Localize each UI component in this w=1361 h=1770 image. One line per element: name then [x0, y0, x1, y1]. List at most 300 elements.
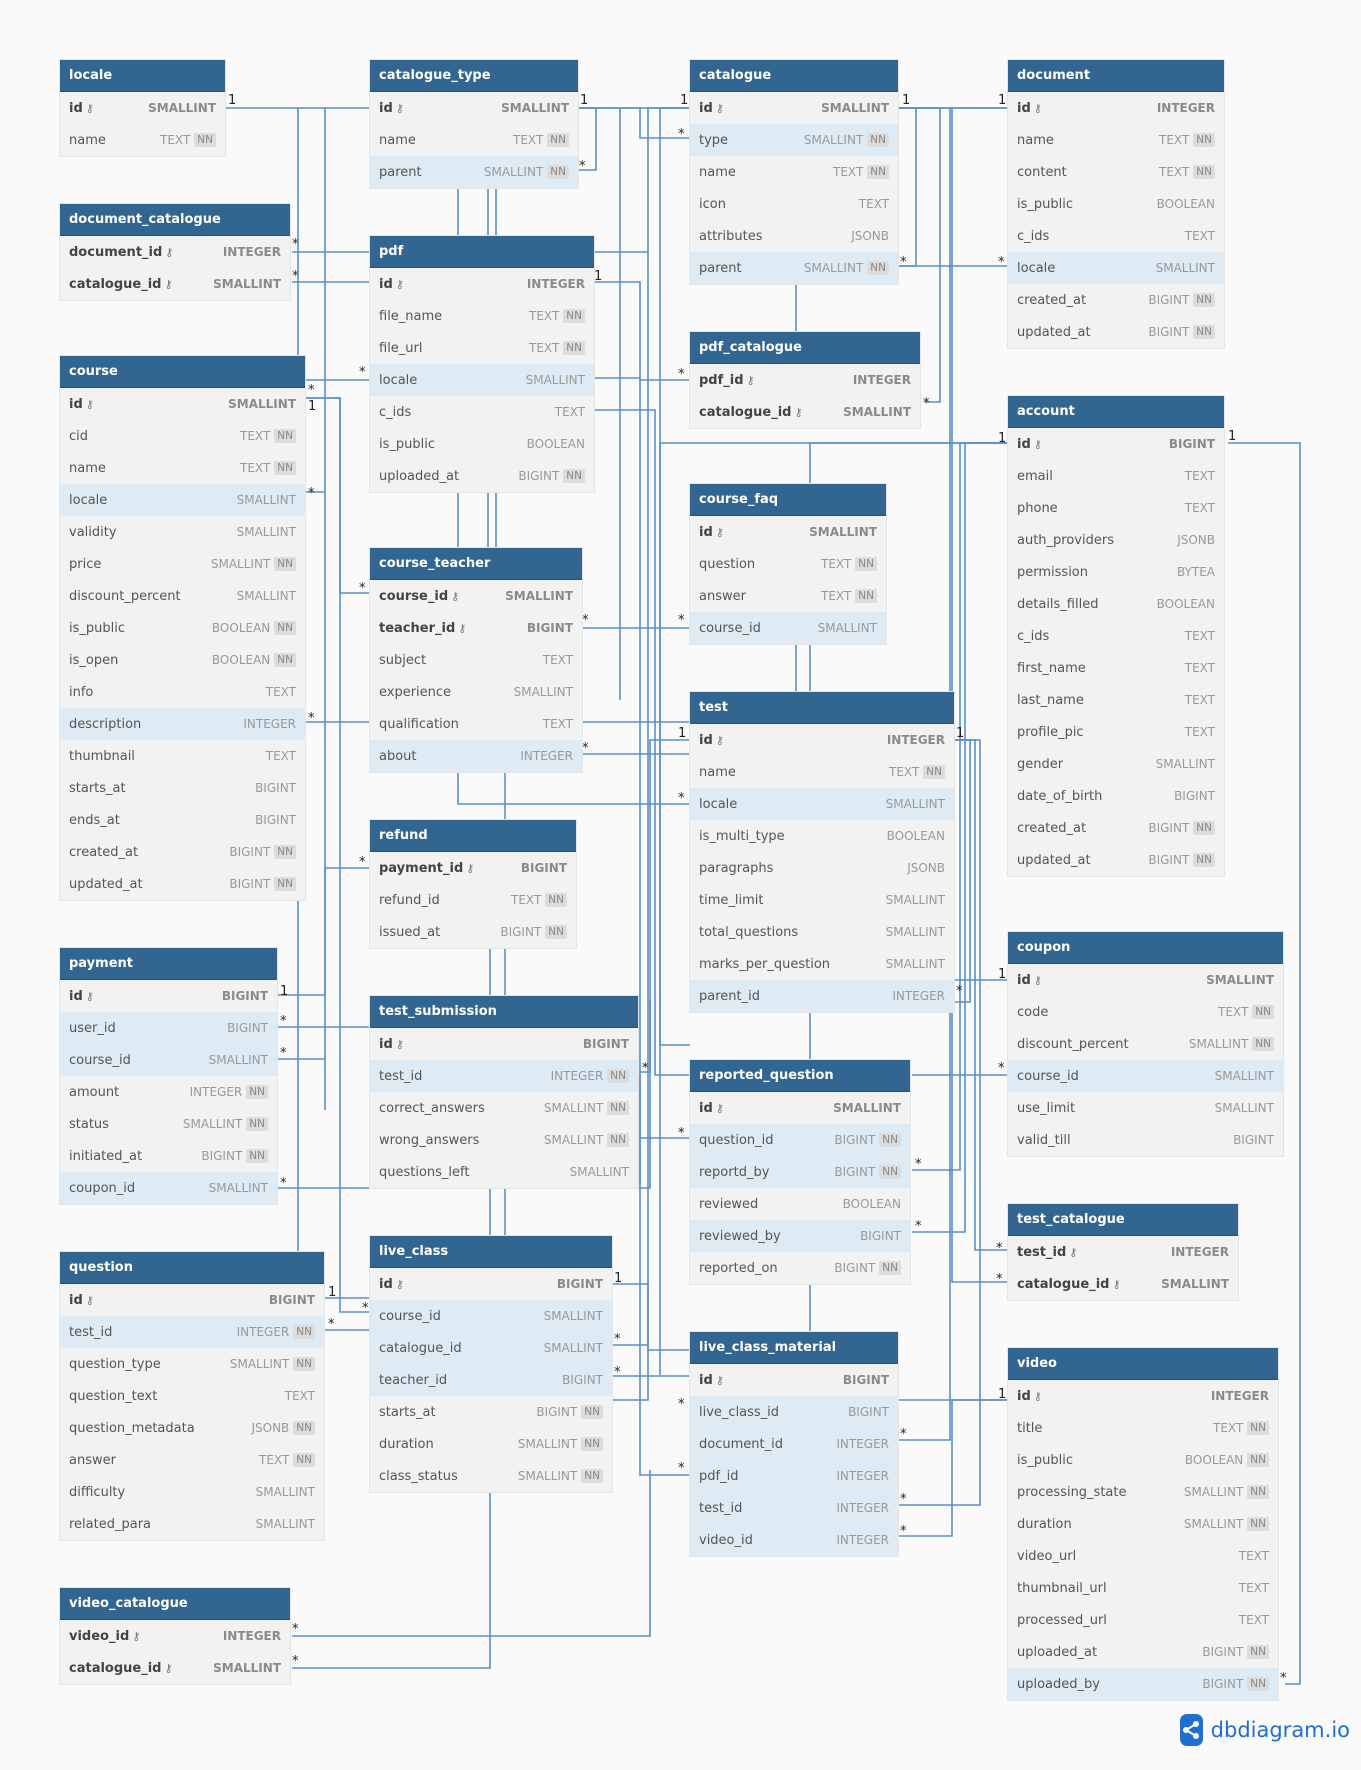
table-header[interactable]: course: [60, 356, 305, 388]
field-row[interactable]: [690, 1188, 910, 1220]
field-name-text: locale: [379, 372, 418, 388]
field-row[interactable]: [60, 804, 305, 836]
field-type: SMALLINT: [1183, 1517, 1244, 1531]
field-row[interactable]: [1008, 964, 1283, 996]
field-row[interactable]: [1008, 684, 1224, 716]
field-row[interactable]: [370, 852, 576, 884]
field-type: BIGINT: [255, 813, 296, 827]
table-refund[interactable]: [370, 820, 576, 948]
table-header[interactable]: locale: [60, 60, 225, 92]
field-name-text: id: [1017, 100, 1031, 116]
field-row[interactable]: [690, 948, 954, 980]
field-name-text: id: [1017, 972, 1031, 988]
table-header[interactable]: video_catalogue: [60, 1588, 290, 1620]
table-header[interactable]: pdf_catalogue: [690, 332, 920, 364]
table-document[interactable]: [1008, 60, 1224, 348]
field-row[interactable]: [1008, 1236, 1238, 1268]
field-row[interactable]: [370, 332, 594, 364]
field-name: [699, 829, 887, 844]
field-name: [379, 341, 529, 356]
field-row[interactable]: [60, 980, 277, 1012]
field-row[interactable]: [1008, 1060, 1283, 1092]
field-row[interactable]: [1008, 92, 1224, 124]
field-row[interactable]: [690, 612, 886, 644]
table-header[interactable]: video: [1008, 1348, 1278, 1380]
field-row[interactable]: [60, 1348, 324, 1380]
field-row[interactable]: [1008, 652, 1224, 684]
field-row[interactable]: [1008, 844, 1224, 876]
field-row[interactable]: [1008, 1540, 1278, 1572]
key-icon: ⚷: [1033, 973, 1042, 987]
field-row[interactable]: [370, 676, 582, 708]
field-row[interactable]: [690, 756, 954, 788]
field-type: TEXT: [554, 405, 585, 419]
field-row[interactable]: [690, 92, 898, 124]
table-document-catalogue[interactable]: [60, 204, 290, 300]
field-row[interactable]: [60, 516, 305, 548]
field-row[interactable]: [690, 1092, 910, 1124]
field-row[interactable]: [1008, 1028, 1283, 1060]
field-row[interactable]: [60, 1108, 277, 1140]
field-row[interactable]: [1008, 1572, 1278, 1604]
table-reported-question[interactable]: [690, 1060, 910, 1284]
field-row[interactable]: [60, 484, 305, 516]
table-header[interactable]: course_faq: [690, 484, 886, 516]
table-header[interactable]: refund: [370, 820, 576, 852]
field-row[interactable]: [370, 396, 594, 428]
field-row[interactable]: [1008, 716, 1224, 748]
not-null-badge: NN: [274, 845, 296, 859]
table-header[interactable]: coupon: [1008, 932, 1283, 964]
field-name-text: id: [69, 988, 83, 1004]
table-catalogue[interactable]: [690, 60, 898, 284]
field-row[interactable]: [370, 1460, 612, 1492]
field-row[interactable]: [690, 916, 954, 948]
field-type: BIGINT: [842, 1373, 889, 1387]
table-account[interactable]: [1008, 396, 1224, 876]
field-row[interactable]: [60, 836, 305, 868]
table-pdf-catalogue[interactable]: [690, 332, 920, 428]
field-name: [69, 1085, 190, 1100]
field-row[interactable]: [60, 1012, 277, 1044]
table-header[interactable]: document_catalogue: [60, 204, 290, 236]
field-name: [1017, 757, 1156, 772]
field-row[interactable]: [370, 1332, 612, 1364]
field-name-text: is_multi_type: [699, 828, 785, 844]
svg-text:*: *: [292, 1654, 299, 1669]
field-name: [1017, 1389, 1211, 1404]
field-row[interactable]: [60, 388, 305, 420]
field-name-text: duration: [1017, 1516, 1072, 1532]
field-row[interactable]: [60, 1620, 290, 1652]
svg-text:*: *: [328, 1317, 335, 1332]
field-row[interactable]: [60, 612, 305, 644]
field-row[interactable]: [370, 268, 594, 300]
field-row[interactable]: [1008, 1508, 1278, 1540]
not-null-badge: NN: [194, 133, 216, 147]
field-row[interactable]: [690, 1252, 910, 1284]
field-row[interactable]: [1008, 124, 1224, 156]
field-row[interactable]: [370, 1092, 638, 1124]
field-row[interactable]: [1008, 812, 1224, 844]
field-row[interactable]: [370, 1028, 638, 1060]
table-header[interactable]: account: [1008, 396, 1224, 428]
svg-text:1: 1: [1228, 429, 1237, 444]
field-row[interactable]: [370, 884, 576, 916]
field-name: [379, 101, 501, 116]
key-icon: ⚷: [85, 101, 94, 115]
field-row[interactable]: [60, 1476, 324, 1508]
not-null-badge: NN: [246, 1149, 268, 1163]
field-name-text: pdf_id: [699, 372, 744, 388]
field-type: TEXT: [160, 133, 191, 147]
field-row[interactable]: [1008, 252, 1224, 284]
field-type: BIGINT: [1233, 1133, 1274, 1147]
field-type: SMALLINT: [517, 1469, 578, 1483]
field-name-text: marks_per_question: [699, 956, 831, 972]
field-name: [699, 1165, 834, 1180]
field-type: TEXT: [240, 429, 271, 443]
field-name: [379, 1101, 544, 1116]
table-header[interactable]: payment: [60, 948, 277, 980]
field-row[interactable]: [1008, 460, 1224, 492]
key-icon: ⚷: [165, 245, 174, 259]
field-name-text: uploaded_by: [1017, 1676, 1100, 1692]
field-row[interactable]: [60, 580, 305, 612]
svg-text:*: *: [956, 984, 963, 999]
field-row[interactable]: [370, 708, 582, 740]
field-type: BIGINT: [1174, 789, 1215, 803]
field-type: SMALLINT: [803, 261, 864, 275]
table-header[interactable]: test: [690, 692, 954, 724]
field-row[interactable]: [1008, 556, 1224, 588]
field-row[interactable]: [1008, 588, 1224, 620]
field-name: [1017, 1101, 1215, 1116]
field-row[interactable]: [60, 1044, 277, 1076]
field-row[interactable]: [1008, 316, 1224, 348]
field-type: SMALLINT: [543, 1101, 604, 1115]
key-icon: ⚷: [715, 1373, 724, 1387]
field-name-text: document_id: [69, 244, 163, 260]
table-question[interactable]: [60, 1252, 324, 1540]
field-row[interactable]: [690, 124, 898, 156]
field-row[interactable]: [60, 124, 225, 156]
field-row[interactable]: [690, 820, 954, 852]
field-row[interactable]: [690, 1124, 910, 1156]
svg-text:*: *: [678, 367, 685, 382]
field-type: SMALLINT: [1155, 757, 1215, 771]
field-row[interactable]: [60, 236, 290, 268]
field-row[interactable]: [1008, 524, 1224, 556]
field-row[interactable]: [690, 188, 898, 220]
field-row[interactable]: [1008, 156, 1224, 188]
table-header[interactable]: live_class_material: [690, 1332, 898, 1364]
field-row[interactable]: [370, 1268, 612, 1300]
field-name: [699, 373, 853, 388]
field-row[interactable]: [1008, 996, 1283, 1028]
field-row[interactable]: [370, 1060, 638, 1092]
field-name: [69, 749, 266, 764]
table-pdf[interactable]: [370, 236, 594, 492]
table-test-submission[interactable]: [370, 996, 638, 1188]
field-row[interactable]: [690, 516, 886, 548]
field-row[interactable]: [60, 868, 305, 900]
table-header[interactable]: test_submission: [370, 996, 638, 1028]
field-name: [699, 405, 843, 420]
field-name-text: video_url: [1017, 1548, 1077, 1564]
field-name-text: last_name: [1017, 692, 1084, 708]
table-header[interactable]: pdf: [370, 236, 594, 268]
field-row[interactable]: [60, 772, 305, 804]
field-name-text: related_para: [69, 1516, 152, 1532]
svg-text:*: *: [678, 1126, 685, 1141]
field-name-text: questions_left: [379, 1164, 470, 1180]
field-name: [699, 1373, 843, 1388]
field-row[interactable]: [370, 1300, 612, 1332]
field-row[interactable]: [60, 1444, 324, 1476]
field-name-text: c_ids: [1017, 628, 1050, 644]
field-name-text: experience: [379, 684, 452, 700]
field-type: BIGINT: [520, 861, 567, 875]
field-name: [699, 165, 833, 180]
field-row[interactable]: [370, 364, 594, 396]
field-row[interactable]: [690, 724, 954, 756]
field-row[interactable]: [690, 1492, 898, 1524]
field-name-text: video_id: [699, 1532, 753, 1548]
field-row[interactable]: [370, 612, 582, 644]
table-header[interactable]: test_catalogue: [1008, 1204, 1238, 1236]
field-name: [69, 1389, 285, 1404]
field-row[interactable]: [60, 708, 305, 740]
svg-text:*: *: [678, 613, 685, 628]
table-header[interactable]: question: [60, 1252, 324, 1284]
field-row[interactable]: [60, 1652, 290, 1684]
field-name-text: validity: [69, 524, 117, 540]
svg-text:*: *: [308, 486, 315, 501]
field-name: [379, 309, 529, 324]
field-name-text: test_id: [699, 1500, 743, 1516]
field-row[interactable]: [60, 92, 225, 124]
field-row[interactable]: [60, 268, 290, 300]
field-row[interactable]: [370, 1124, 638, 1156]
field-row[interactable]: [60, 676, 305, 708]
field-row[interactable]: [1008, 284, 1224, 316]
field-row[interactable]: [690, 1460, 898, 1492]
field-row[interactable]: [370, 916, 576, 948]
field-row[interactable]: [690, 788, 954, 820]
field-name-text: about: [379, 748, 417, 764]
field-row[interactable]: [690, 1396, 898, 1428]
field-row[interactable]: [370, 580, 582, 612]
field-row[interactable]: [370, 124, 578, 156]
field-row[interactable]: [1008, 1476, 1278, 1508]
field-row[interactable]: [690, 884, 954, 916]
field-name-text: catalogue_id: [69, 276, 162, 292]
field-row[interactable]: [60, 1380, 324, 1412]
field-row[interactable]: [1008, 220, 1224, 252]
field-row[interactable]: [690, 1220, 910, 1252]
field-name-text: class_status: [379, 1468, 458, 1484]
table-catalogue-type[interactable]: [370, 60, 578, 188]
table-payment[interactable]: [60, 948, 277, 1204]
field-name-text: payment_id: [379, 860, 464, 876]
field-row[interactable]: [1008, 780, 1224, 812]
field-row[interactable]: [690, 364, 920, 396]
field-row[interactable]: [60, 452, 305, 484]
field-type: BIGINT: [848, 1405, 889, 1419]
field-row[interactable]: [370, 428, 594, 460]
field-row[interactable]: [690, 156, 898, 188]
table-header[interactable]: catalogue: [690, 60, 898, 92]
field-row[interactable]: [1008, 492, 1224, 524]
field-type: BIGINT: [1148, 853, 1190, 867]
field-row[interactable]: [1008, 1412, 1278, 1444]
field-row[interactable]: [60, 1316, 324, 1348]
field-row[interactable]: [690, 980, 954, 1012]
field-type: BIGINT: [834, 1261, 876, 1275]
field-row[interactable]: [60, 548, 305, 580]
field-row[interactable]: [370, 1396, 612, 1428]
table-header[interactable]: catalogue_type: [370, 60, 578, 92]
key-icon: ⚷: [794, 405, 803, 419]
field-row[interactable]: [690, 1156, 910, 1188]
field-row[interactable]: [60, 1172, 277, 1204]
field-name: [1017, 229, 1185, 244]
field-row[interactable]: [690, 1428, 898, 1460]
table-course-teacher[interactable]: [370, 548, 582, 772]
field-name-text: id: [379, 1276, 393, 1292]
field-row[interactable]: [370, 300, 594, 332]
key-icon: ⚷: [1069, 1245, 1078, 1259]
field-row[interactable]: [1008, 1604, 1278, 1636]
field-type: SMALLINT: [817, 621, 877, 635]
field-row[interactable]: [60, 1412, 324, 1444]
field-type: TEXT: [542, 717, 573, 731]
field-row[interactable]: [1008, 620, 1224, 652]
field-type: TEXT: [265, 685, 296, 699]
field-row[interactable]: [1008, 1668, 1278, 1700]
field-name: [379, 437, 527, 452]
field-row[interactable]: [1008, 748, 1224, 780]
field-row[interactable]: [1008, 1380, 1278, 1412]
field-name-text: type: [699, 132, 729, 148]
field-row[interactable]: [60, 1076, 277, 1108]
key-icon: ⚷: [164, 277, 173, 291]
field-row[interactable]: [690, 220, 898, 252]
table-course[interactable]: [60, 356, 305, 900]
field-name-text: question_metadata: [69, 1420, 195, 1436]
table-header[interactable]: reported_question: [690, 1060, 910, 1092]
field-name-text: qualification: [379, 716, 459, 732]
field-name: [1017, 469, 1185, 484]
field-row[interactable]: [60, 420, 305, 452]
field-type: BIGINT: [1168, 437, 1215, 451]
field-row[interactable]: [60, 644, 305, 676]
field-row[interactable]: [60, 740, 305, 772]
table-header[interactable]: document: [1008, 60, 1224, 92]
field-row[interactable]: [690, 548, 886, 580]
field-row[interactable]: [60, 1508, 324, 1540]
table-header[interactable]: live_class: [370, 1236, 612, 1268]
field-row[interactable]: [370, 92, 578, 124]
field-name-text: discount_percent: [69, 588, 181, 604]
field-name-text: uploaded_at: [379, 468, 460, 484]
svg-text:*: *: [582, 613, 589, 628]
field-name: [1017, 1549, 1239, 1564]
svg-text:*: *: [280, 1014, 287, 1029]
field-row[interactable]: [690, 852, 954, 884]
field-row[interactable]: [690, 1364, 898, 1396]
field-name-text: first_name: [1017, 660, 1086, 676]
field-name-text: uploaded_at: [1017, 1644, 1098, 1660]
table-live-class[interactable]: [370, 1236, 612, 1492]
not-null-badge: NN: [1193, 821, 1215, 835]
field-name-text: name: [69, 460, 106, 476]
field-name-text: course_id: [699, 620, 761, 636]
field-type: INTEGER: [222, 245, 281, 259]
field-name-text: course_id: [379, 1308, 441, 1324]
not-null-badge: NN: [293, 1453, 315, 1467]
field-row[interactable]: [1008, 428, 1224, 460]
field-name: [1017, 261, 1156, 276]
field-row[interactable]: [370, 156, 578, 188]
svg-text:*: *: [292, 237, 299, 252]
field-row[interactable]: [370, 460, 594, 492]
field-type: SMALLINT: [182, 1117, 243, 1131]
field-row[interactable]: [1008, 1092, 1283, 1124]
table-locale[interactable]: [60, 60, 225, 156]
table-header[interactable]: course_teacher: [370, 548, 582, 580]
field-row[interactable]: [370, 1156, 638, 1188]
field-name: [379, 1069, 551, 1084]
field-row[interactable]: [370, 1364, 612, 1396]
field-name-text: cid: [69, 428, 89, 444]
field-row[interactable]: [690, 396, 920, 428]
field-type: TEXT: [833, 165, 864, 179]
key-icon: ⚷: [1112, 1277, 1121, 1291]
field-row[interactable]: [60, 1140, 277, 1172]
key-icon: ⚷: [132, 1629, 141, 1643]
field-row[interactable]: [1008, 1444, 1278, 1476]
field-row[interactable]: [1008, 1636, 1278, 1668]
field-row[interactable]: [370, 1428, 612, 1460]
field-row[interactable]: [1008, 188, 1224, 220]
field-type: TEXT: [1238, 1581, 1269, 1595]
field-name: [379, 1341, 544, 1356]
field-type: JSONB: [907, 861, 945, 875]
table-test[interactable]: [690, 692, 954, 1012]
field-row[interactable]: [60, 1284, 324, 1316]
field-row[interactable]: [370, 740, 582, 772]
field-row[interactable]: [1008, 1124, 1283, 1156]
table-video-catalogue[interactable]: [60, 1588, 290, 1684]
table-live-class-material[interactable]: [690, 1332, 898, 1556]
field-name-text: question_type: [69, 1356, 161, 1372]
field-row[interactable]: [690, 1524, 898, 1556]
field-name: [69, 1293, 269, 1308]
table-coupon[interactable]: [1008, 932, 1283, 1156]
table-video[interactable]: [1008, 1348, 1278, 1700]
field-row[interactable]: [690, 252, 898, 284]
field-row[interactable]: [690, 580, 886, 612]
field-row[interactable]: [1008, 1268, 1238, 1300]
table-test-catalogue[interactable]: [1008, 1204, 1238, 1300]
field-name-text: reported_on: [699, 1260, 778, 1276]
not-null-badge: NN: [879, 1133, 901, 1147]
field-row[interactable]: [370, 644, 582, 676]
svg-text:*: *: [359, 581, 366, 596]
table-course-faq[interactable]: [690, 484, 886, 644]
